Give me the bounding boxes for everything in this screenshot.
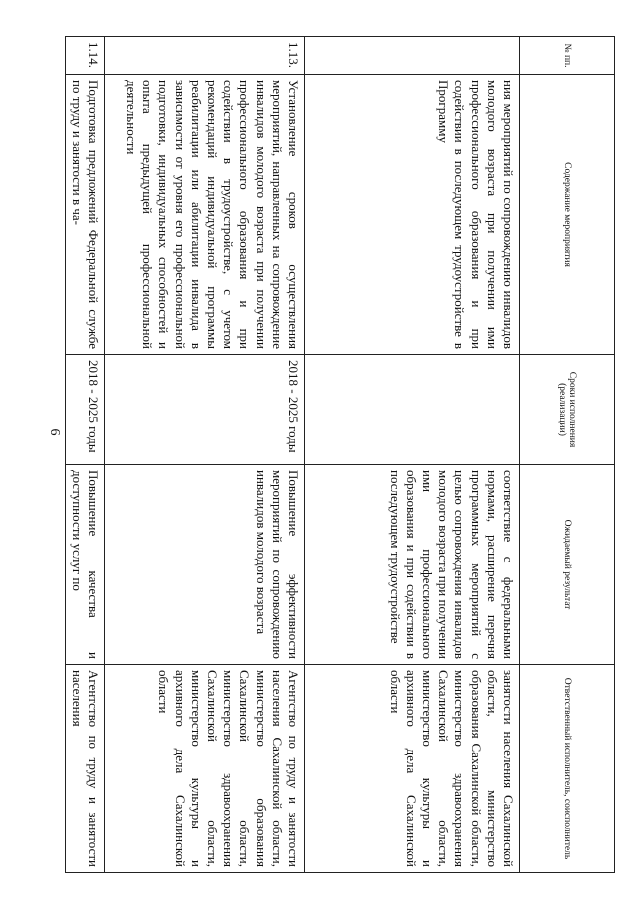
cell-responsible: занятости населения Сахалинской области, министерство образования Сахалинской области, министерство здравоохранения Сахалинской области, министерство культуры и архивного дела Сахалинской области — [305, 665, 520, 873]
cell-content: Установление сроков осуществления мероприятий, направленных на сопровождение инвалидов молодого возраста при получении профессионального образования и при содействии в трудоустройстве, с учетом рекомендаций индивидуальной программы реабилитации или абилитации инвалида в зависимости от уровня его профессиональной подготовки, индивидуальных способностей и опыта предыдущей профессиональной деятельности — [105, 75, 305, 355]
cell-responsible: Агентство по труду и занятости населения Сахалинской области, министерство образования Сахалинской области, министерство здравоохранения Сахалинской области, министерство культуры и архивного дела Сахалинской области — [105, 665, 305, 873]
cell-num: 1.13. — [105, 37, 305, 75]
header-result: Ожидаемый результат — [520, 465, 615, 665]
cell-num — [305, 37, 520, 75]
cell-deadline — [305, 355, 520, 465]
table-row — [65, 37, 104, 873]
rotated-table-area — [69, 36, 615, 872]
page-number: 6 — [47, 428, 62, 436]
table-header-row — [520, 37, 615, 873]
table-row — [105, 37, 305, 873]
cell-result: соответствие с федеральными нормами, расширение перечня программных мероприятий с целью сопровождения инвалидов молодого возраста при получении ими профессионального образования и при содействии в последующем трудоустройстве — [305, 465, 520, 665]
cell-content: Подготовка предложений Федеральной службе по труду и занятости в ча- — [65, 75, 104, 355]
header-responsible: Ответственный исполнитель, соисполнитель — [520, 665, 615, 873]
header-deadline: Сроки исполнения (реализации) — [520, 355, 615, 465]
cell-responsible: Агентство по труду и занятости населения — [65, 665, 104, 873]
cell-num: 1.14. — [65, 37, 104, 75]
measures-table — [65, 36, 615, 873]
cell-content: ния мероприятий по сопровождению инвалидов молодого возраста при получении ими профессионального образования и при содействии в последующем трудоустройстве в Программу — [305, 75, 520, 355]
cell-deadline: 2018 - 2025 годы — [105, 355, 305, 465]
cell-result: Повышение качества и доступности услуг по — [65, 465, 104, 665]
rotated-page — [69, 36, 615, 872]
header-num: № пп. — [520, 37, 615, 75]
cell-result: Повышение эффективности мероприятий по сопровождению инвалидов молодого возраста — [105, 465, 305, 665]
cell-deadline: 2018 - 2025 годы — [65, 355, 104, 465]
table-row — [305, 37, 520, 873]
header-content: Содержание мероприятия — [520, 75, 615, 355]
